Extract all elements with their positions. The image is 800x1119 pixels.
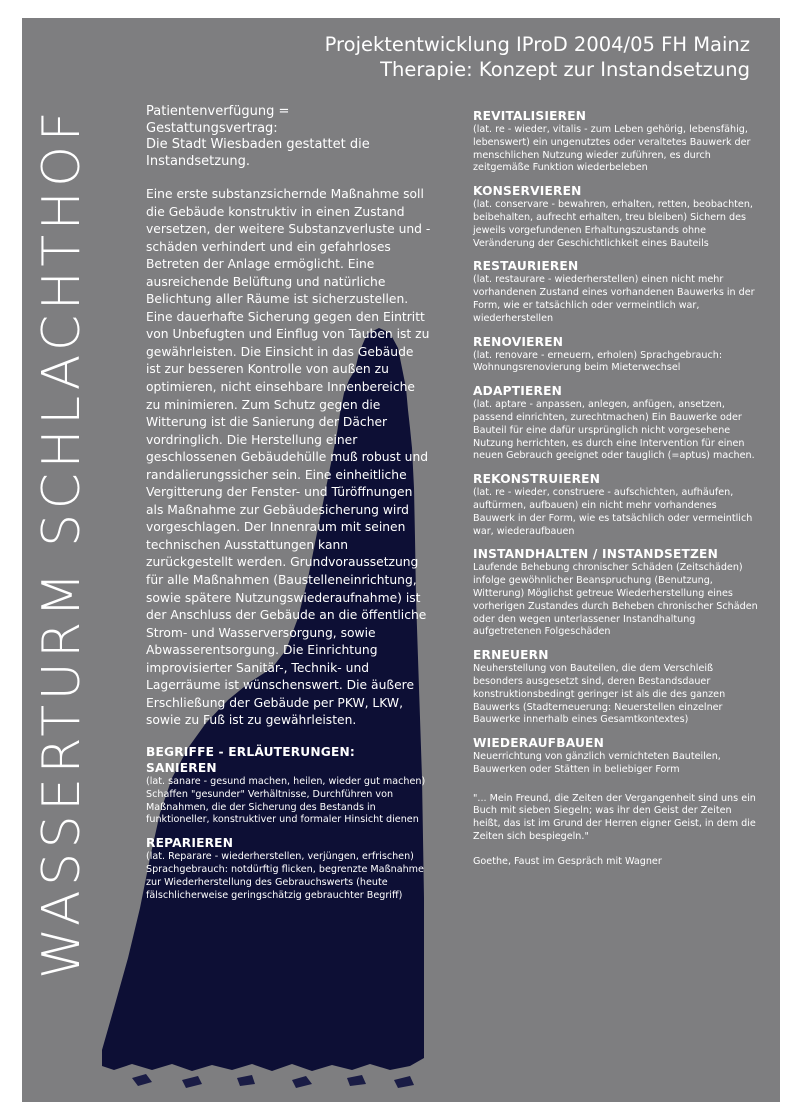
term-heading: ERNEUERN	[473, 648, 549, 663]
poster	[22, 18, 780, 1102]
term-definition: (lat. re - wieder, vitalis - zum Leben gehörig, lebensfähig, lebenswert) ein ungenutztes oder veraltetes Bauwerk der menschlichen Nutzung wieder zuführen, es durch zeitgemäße Funktion wiederbeleben	[473, 124, 751, 174]
left-column	[146, 104, 431, 910]
term-definition: Laufende Behebung chronischer Schäden (Zeitschäden) infolge gewöhnlicher Beanspruchung (Benutzung, Witterung) Möglichst getreue Wiederherstellung eines vorherigen Zustandes durch Beheben chronischer Schäden oder den wegen unterlassener Instandhaltung aufgetretenen Folgeschäden	[473, 562, 758, 638]
poster-header	[325, 32, 750, 82]
term-sanieren	[146, 760, 431, 827]
intro-line-2: Gestattungsvertrag:	[146, 120, 278, 136]
term-wiederaufbauen	[473, 735, 761, 777]
term-instandhalten	[473, 546, 761, 639]
vertical-title: WASSERTURM SCHLACHTHOF	[32, 106, 92, 980]
term-heading: REVITALISIEREN	[473, 109, 587, 123]
right-column	[473, 108, 761, 869]
term-heading: REPARIEREN	[146, 836, 234, 851]
header-project-line: Projektentwicklung IProD 2004/05 FH Mainz	[324, 33, 750, 56]
term-definition: (lat. restaurare - wiederherstellen) einen nicht mehr vorhandenen Zustand eines vorhandenen Bauwerks in der Form, wie er tatsächlich oder vermeintlich war, wiederherstellen	[473, 274, 755, 324]
term-erneuern	[473, 647, 761, 727]
term-reparieren	[146, 835, 431, 902]
intro-block	[146, 104, 431, 170]
goethe-quote: "... Mein Freund, die Zeiten der Vergangenheit sind uns ein Buch mit sieben Siegeln; was ihr den Geist der Zeiten heißt, das ist im Grund der Herren eigner Geist, in dem die Zeiten sich bespiegeln."	[473, 792, 756, 843]
term-definition: (lat. renovare - erneuern, erholen) Sprachgebrauch: Wohnungsrenovierung beim Mieterwechsel	[473, 349, 723, 374]
term-konservieren	[473, 183, 761, 250]
term-definition: (lat. conservare - bewahren, erhalten, retten, beobachten, beibehalten, aufrecht erhalten, treu bleiben) Sichern des jeweils vorgefundenen Erhaltungszustands ohne Veränderung der Geschichtlichkeit eines Bauteils	[473, 199, 753, 249]
intro-line-3: Die Stadt Wiesbaden gestattet die Instandsetzung.	[146, 137, 370, 169]
term-definition: (lat. sanare - gesund machen, heilen, wieder gut machen) Schaffen "gesunder" Verhältnisse, Durchführen von Maßnahmen, die der Sicherung des Bestands in funktioneller, konstruktiver und formaler Hinsicht dienen	[146, 775, 426, 826]
header-therapy-line: Therapie: Konzept zur Instandsetzung	[380, 58, 750, 81]
term-revitalisieren	[473, 108, 761, 175]
tower-rubble	[132, 1074, 414, 1088]
term-renovieren	[473, 334, 761, 376]
term-definition: Neuherstellung von Bauteilen, die dem Verschleiß besonders ausgesetzt sind, deren Bestandsdauer konstruktionsbedingt geringer ist als die des ganzen Bauwerks (Stadterneuerung: Neuerstellen einzelner Bauwerke innerhalb eines Gesamtkontextes)	[473, 663, 726, 726]
term-heading: ADAPTIEREN	[473, 384, 562, 399]
term-heading: SANIEREN	[146, 760, 217, 775]
term-rekonstruieren	[473, 471, 761, 538]
term-restaurieren	[473, 258, 761, 325]
body-paragraph: Eine erste substanzsichernde Maßnahme soll die Gebäude konstruktiv in einen Zustand versetzen, der weitere Substanzverluste und -schäden verhindert und ein gefahrloses Betreten der Anlage ermöglicht. Eine ausreichende Belüftung und natürliche Belichtung aller Räume ist sicherzustellen. Eine dauerhafte Sicherung gegen den Eintritt von Unbefugten und Einflug von Tauben ist zu gewährleisten. Die Einsicht in das Gebäude ist zur besseren Kontrolle von außen zu optimieren, nicht einsehbare Innenbereiche zu minimieren. Zum Schutz gegen die Witterung ist die Sanierung der Dächer vordringlich. Die Herstellung einer geschlossenen Gebäudehülle muß robust und randalierungssicher sein. Eine einheitliche Vergitterung der Fenster- und Türöffnungen als Maßnahme zur Gebäudesicherung wird vorgeschlagen. Der Innenraum mit seinen technischen Ausstattungen kann zurückgestellt werden. Grundvoraussetzung für alle Maßnahmen (Baustelleneinrichtung, sowie spätere Nutzungswiederaufnahme) ist der Anschluss der Gebäude an die öffentliche Strom- und Wasserversorgung, sowie Abwasserentsorgung. Die Einrichtung improvisierter Sanitär-, Technik- und Lagerräume ist wünschenswert. Die äußere Erschließung der Gebäude per PKW, LKW, sowie zu Fuß ist zu gewährleisten.	[146, 187, 431, 728]
term-definition: (lat. Reparare - wiederherstellen, verjüngen, erfrischen) Sprachgebrauch: notdürftig flicken, begrenzte Maßnahme zur Wiederherstellung des Gebrauchswerts (heute fälschlicherweise geringschätzig gebrauchter Begriff)	[146, 851, 424, 901]
term-adaptieren	[473, 383, 761, 463]
term-heading: KONSERVIEREN	[473, 184, 582, 199]
term-definition: (lat. aptare - anpassen, anlegen, anfügen, ansetzen, passend einrichten, zurechtmachen) Ein Bauwerke oder Bauteil für eine dafür ursprünglich nicht vorgesehene Nutzung herrichten, es durch eine Intervention für einen neuen Gebrauch geeignet oder tauglich (=aptus) machen.	[473, 399, 755, 462]
quote-source: Goethe, Faust im Gespräch mit Wagner	[473, 855, 662, 867]
term-heading: REKONSTRUIEREN	[473, 472, 601, 487]
term-heading: RESTAURIEREN	[473, 259, 579, 274]
term-heading: RENOVIEREN	[473, 334, 564, 349]
glossary-heading: BEGRIFFE - ERLÄUTERUNGEN:	[146, 744, 356, 759]
term-definition: Neuerrichtung von gänzlich vernichteten Bauteilen, Bauwerken oder Stätten in beliebiger Form	[473, 751, 721, 775]
term-definition: (lat. re - wieder, construere - aufschichten, aufhäufen, auftürmen, aufbauen) ein nicht mehr vorhandenes Bauwerk in der Form, wie es tatsächlich oder vermeintlich war, wiederaufbauen	[473, 487, 753, 537]
term-heading: INSTANDHALTEN / INSTANDSETZEN	[473, 547, 718, 562]
intro-line-1: Patientenverfügung =	[146, 104, 290, 119]
term-heading: WIEDERAUFBAUEN	[473, 736, 604, 751]
